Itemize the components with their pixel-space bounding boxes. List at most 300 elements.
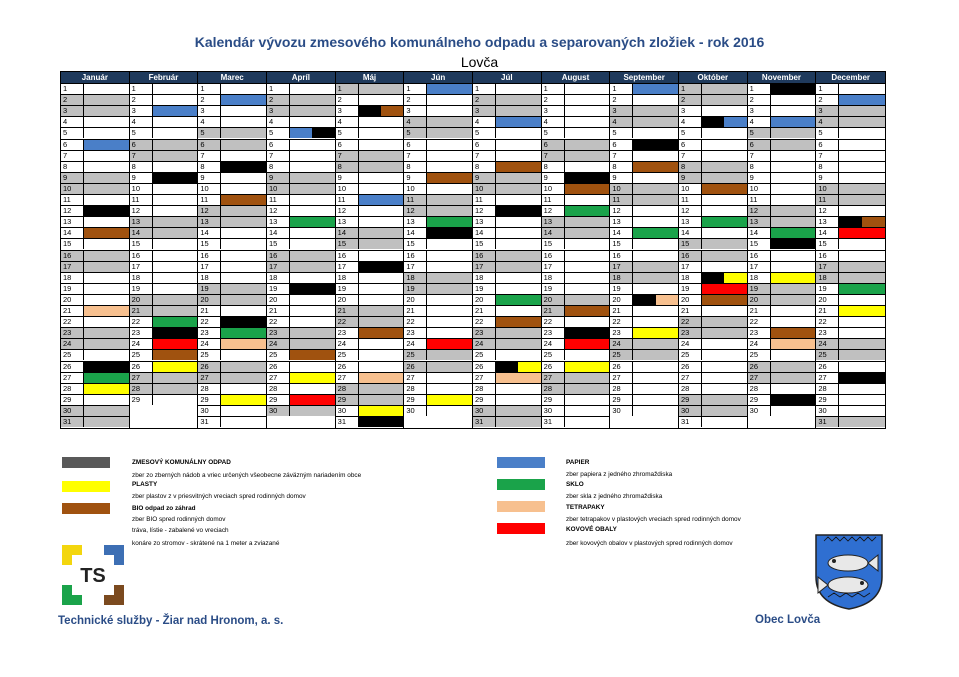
collection-cell <box>290 162 335 172</box>
day-row <box>748 161 816 172</box>
day-number: 24 <box>130 339 153 349</box>
day-row <box>336 327 404 338</box>
day-number: 19 <box>748 284 771 294</box>
day-number: 13 <box>61 217 84 227</box>
collection-cell <box>290 384 335 394</box>
collection-cell <box>771 262 816 272</box>
day-number: 30 <box>404 406 427 416</box>
collection-mark <box>427 228 472 238</box>
day-number: 30 <box>473 406 496 416</box>
collection-cell <box>290 406 335 416</box>
collection-cell <box>427 239 472 249</box>
day-number: 25 <box>198 350 221 360</box>
collection-cell <box>221 95 266 105</box>
collection-cell <box>290 184 335 194</box>
collection-cell <box>702 162 747 172</box>
day-row <box>816 227 885 238</box>
day-row <box>816 139 885 150</box>
collection-cell <box>153 84 198 94</box>
day-number: 15 <box>610 239 633 249</box>
day-number: 24 <box>816 339 839 349</box>
day-row <box>61 205 129 216</box>
month-column <box>610 72 679 428</box>
collection-cell <box>221 273 266 283</box>
month-column <box>473 72 542 428</box>
day-number: 21 <box>267 306 290 316</box>
collection-cell <box>221 128 266 138</box>
day-number: 18 <box>61 273 84 283</box>
day-row <box>61 172 129 183</box>
day-number: 6 <box>816 140 839 150</box>
day-number: 6 <box>473 140 496 150</box>
collection-cell <box>84 173 129 183</box>
day-number: 5 <box>542 128 565 138</box>
collection-cell <box>702 251 747 261</box>
collection-cell <box>290 339 335 349</box>
day-row <box>610 405 678 416</box>
collection-cell <box>221 362 266 372</box>
collection-mark <box>565 362 610 372</box>
day-row <box>679 316 747 327</box>
collection-cell <box>565 184 610 194</box>
day-number: 23 <box>748 328 771 338</box>
day-number: 1 <box>610 84 633 94</box>
day-number: 4 <box>748 117 771 127</box>
day-row <box>198 194 266 205</box>
collection-cell <box>633 339 678 349</box>
day-number: 2 <box>542 95 565 105</box>
day-row <box>198 227 266 238</box>
day-number: 17 <box>130 262 153 272</box>
day-row <box>679 127 747 138</box>
day-row <box>198 150 266 161</box>
collection-cell <box>359 184 404 194</box>
collection-cell <box>771 251 816 261</box>
day-number: 5 <box>130 128 153 138</box>
day-number: 2 <box>610 95 633 105</box>
day-row <box>473 294 541 305</box>
collection-cell <box>565 228 610 238</box>
collection-cell <box>359 228 404 238</box>
day-number: 29 <box>542 395 565 405</box>
day-number: 8 <box>816 162 839 172</box>
day-number: 26 <box>404 362 427 372</box>
collection-cell <box>839 328 885 338</box>
collection-cell <box>839 206 885 216</box>
collection-cell <box>359 106 404 116</box>
month-header: Júl <box>473 72 541 83</box>
collection-cell <box>496 151 541 161</box>
collection-cell <box>153 395 198 405</box>
collection-cell <box>427 251 472 261</box>
collection-cell <box>221 328 266 338</box>
collection-cell <box>839 295 885 305</box>
collection-mark <box>290 128 312 138</box>
day-number: 6 <box>404 140 427 150</box>
collection-cell <box>839 128 885 138</box>
collection-cell <box>771 106 816 116</box>
village-crest-icon <box>814 533 884 611</box>
collection-cell <box>427 84 472 94</box>
day-number: 16 <box>198 251 221 261</box>
day-row <box>816 205 885 216</box>
collection-cell <box>565 384 610 394</box>
day-number: 5 <box>336 128 359 138</box>
day-row <box>473 161 541 172</box>
day-number: 17 <box>816 262 839 272</box>
collection-cell <box>153 151 198 161</box>
collection-cell <box>702 384 747 394</box>
collection-cell <box>153 95 198 105</box>
day-number: 6 <box>748 140 771 150</box>
collection-mark <box>221 339 266 349</box>
collection-cell <box>153 195 198 205</box>
collection-cell <box>496 384 541 394</box>
collection-mark <box>359 417 404 427</box>
collection-cell <box>496 362 541 372</box>
day-row <box>336 205 404 216</box>
day-row <box>748 383 816 394</box>
collection-cell <box>153 117 198 127</box>
collection-cell <box>359 151 404 161</box>
collection-mark <box>496 295 541 305</box>
day-row <box>748 372 816 383</box>
day-row <box>542 183 610 194</box>
day-row <box>816 238 885 249</box>
day-row <box>610 183 678 194</box>
day-number: 10 <box>542 184 565 194</box>
collection-mark <box>839 95 885 105</box>
day-row <box>610 94 678 105</box>
day-row <box>473 327 541 338</box>
day-number: 27 <box>816 373 839 383</box>
day-number: 14 <box>816 228 839 238</box>
day-row <box>61 238 129 249</box>
collection-cell <box>565 128 610 138</box>
day-number: 19 <box>61 284 84 294</box>
day-row <box>816 327 885 338</box>
day-row <box>198 316 266 327</box>
day-row <box>336 349 404 360</box>
collection-cell <box>84 417 129 427</box>
day-number: 18 <box>748 273 771 283</box>
day-number: 15 <box>816 239 839 249</box>
day-row <box>404 161 472 172</box>
day-number: 29 <box>610 395 633 405</box>
collection-cell <box>290 128 335 138</box>
collection-mark <box>565 306 610 316</box>
day-row <box>473 172 541 183</box>
month-header: Február <box>130 72 198 83</box>
collection-mark <box>84 373 129 383</box>
collection-cell <box>565 395 610 405</box>
day-row <box>336 394 404 405</box>
day-number: 25 <box>748 350 771 360</box>
collection-mark <box>221 395 266 405</box>
collection-cell <box>496 173 541 183</box>
day-number: 26 <box>679 362 702 372</box>
day-number: 17 <box>610 262 633 272</box>
day-number: 7 <box>748 151 771 161</box>
day-number: 22 <box>336 317 359 327</box>
collection-cell <box>153 140 198 150</box>
collection-cell <box>84 217 129 227</box>
collection-cell <box>839 173 885 183</box>
collection-cell <box>702 128 747 138</box>
day-row <box>473 361 541 372</box>
page-subtitle: Lovča <box>460 54 499 70</box>
collection-cell <box>153 251 198 261</box>
collection-cell <box>427 395 472 405</box>
day-row <box>473 272 541 283</box>
collection-cell <box>633 128 678 138</box>
collection-cell <box>496 406 541 416</box>
collection-cell <box>221 206 266 216</box>
collection-cell <box>427 217 472 227</box>
day-number: 3 <box>542 106 565 116</box>
collection-mark <box>84 362 129 372</box>
collection-cell <box>221 317 266 327</box>
collection-cell <box>771 373 816 383</box>
collection-mark <box>565 173 610 183</box>
day-row <box>748 183 816 194</box>
collection-cell <box>496 106 541 116</box>
ts-logo <box>62 545 124 605</box>
legend-swatch-sklo <box>497 479 545 490</box>
day-number: 1 <box>130 84 153 94</box>
collection-mark <box>221 162 266 172</box>
day-row <box>61 261 129 272</box>
collection-cell <box>702 273 747 283</box>
day-number: 21 <box>404 306 427 316</box>
collection-cell <box>221 140 266 150</box>
collection-mark <box>290 395 335 405</box>
day-number: 10 <box>816 184 839 194</box>
collection-mark <box>702 295 747 305</box>
day-row <box>336 338 404 349</box>
day-row <box>610 139 678 150</box>
day-number: 18 <box>542 273 565 283</box>
collection-cell <box>771 339 816 349</box>
collection-mark <box>221 95 266 105</box>
collection-cell <box>153 306 198 316</box>
day-number: 9 <box>336 173 359 183</box>
day-row <box>748 194 816 205</box>
day-row <box>679 283 747 294</box>
day-number: 5 <box>816 128 839 138</box>
collection-cell <box>633 328 678 338</box>
collection-cell <box>427 184 472 194</box>
day-number: 15 <box>404 239 427 249</box>
collection-mark <box>565 339 610 349</box>
day-number: 31 <box>198 417 221 427</box>
day-number: 12 <box>130 206 153 216</box>
day-row <box>748 294 816 305</box>
day-number: 27 <box>267 373 290 383</box>
day-number: 10 <box>679 184 702 194</box>
day-number: 15 <box>61 239 84 249</box>
day-row <box>473 316 541 327</box>
day-number: 2 <box>748 95 771 105</box>
day-row <box>198 250 266 261</box>
day-number: 28 <box>198 384 221 394</box>
day-row <box>130 94 198 105</box>
collection-cell <box>427 206 472 216</box>
collection-cell <box>359 262 404 272</box>
day-number: 31 <box>473 417 496 427</box>
collection-cell <box>427 106 472 116</box>
day-row <box>130 316 198 327</box>
day-number: 23 <box>679 328 702 338</box>
collection-cell <box>839 284 885 294</box>
collection-cell <box>839 350 885 360</box>
day-number: 29 <box>679 395 702 405</box>
collection-mark <box>633 84 678 94</box>
day-number: 13 <box>542 217 565 227</box>
collection-cell <box>633 350 678 360</box>
collection-cell <box>565 306 610 316</box>
collection-cell <box>496 373 541 383</box>
day-number: 4 <box>816 117 839 127</box>
day-row <box>542 394 610 405</box>
day-row <box>198 105 266 116</box>
day-row <box>542 361 610 372</box>
day-number: 12 <box>748 206 771 216</box>
day-row <box>816 283 885 294</box>
day-row <box>336 194 404 205</box>
day-row <box>198 83 266 94</box>
day-row <box>816 394 885 405</box>
collection-cell <box>153 206 198 216</box>
collection-cell <box>633 140 678 150</box>
collection-cell <box>84 350 129 360</box>
month-column <box>816 72 885 428</box>
day-row <box>816 83 885 94</box>
day-number: 3 <box>130 106 153 116</box>
day-number: 15 <box>267 239 290 249</box>
day-number: 27 <box>198 373 221 383</box>
day-number: 12 <box>61 206 84 216</box>
day-row <box>61 338 129 349</box>
day-row <box>748 272 816 283</box>
day-row <box>679 194 747 205</box>
day-number: 6 <box>267 140 290 150</box>
collection-cell <box>839 217 885 227</box>
day-row <box>130 261 198 272</box>
day-number: 31 <box>336 417 359 427</box>
collection-cell <box>84 384 129 394</box>
collection-cell <box>290 84 335 94</box>
day-number: 11 <box>679 195 702 205</box>
collection-cell <box>839 239 885 249</box>
collection-cell <box>359 206 404 216</box>
collection-cell <box>702 151 747 161</box>
day-number: 10 <box>610 184 633 194</box>
collection-cell <box>565 262 610 272</box>
collection-cell <box>496 84 541 94</box>
day-number: 31 <box>542 417 565 427</box>
day-row <box>542 283 610 294</box>
day-row <box>610 361 678 372</box>
collection-cell <box>633 239 678 249</box>
day-number: 22 <box>267 317 290 327</box>
collection-cell <box>702 228 747 238</box>
collection-mark <box>427 339 472 349</box>
day-row <box>610 294 678 305</box>
day-row <box>816 105 885 116</box>
day-number: 12 <box>336 206 359 216</box>
collection-cell <box>633 284 678 294</box>
collection-cell <box>359 295 404 305</box>
day-row <box>404 261 472 272</box>
day-number: 20 <box>473 295 496 305</box>
day-number: 10 <box>404 184 427 194</box>
day-number: 20 <box>816 295 839 305</box>
day-number: 6 <box>542 140 565 150</box>
collection-cell <box>427 384 472 394</box>
day-row <box>748 349 816 360</box>
day-row <box>473 105 541 116</box>
collection-cell <box>153 217 198 227</box>
day-row <box>542 383 610 394</box>
day-number: 25 <box>473 350 496 360</box>
collection-cell <box>84 140 129 150</box>
collection-cell <box>702 95 747 105</box>
day-number: 26 <box>748 362 771 372</box>
day-number: 17 <box>679 262 702 272</box>
day-row <box>198 361 266 372</box>
day-row <box>336 294 404 305</box>
collection-cell <box>84 328 129 338</box>
day-row <box>336 383 404 394</box>
day-row <box>404 250 472 261</box>
legend-desc-plasty: zber plastov z v priesvitných vreciach spred rodinných domov <box>132 493 306 500</box>
day-row <box>816 183 885 194</box>
day-row <box>267 338 335 349</box>
collection-mark <box>633 295 655 305</box>
collection-cell <box>84 406 129 416</box>
day-row <box>130 283 198 294</box>
day-row <box>473 250 541 261</box>
day-row <box>816 349 885 360</box>
collection-mark <box>359 262 404 272</box>
day-row <box>336 172 404 183</box>
day-row <box>404 116 472 127</box>
collection-cell <box>84 195 129 205</box>
day-row <box>473 283 541 294</box>
collection-cell <box>771 384 816 394</box>
day-row <box>679 94 747 105</box>
day-row <box>198 327 266 338</box>
day-number: 29 <box>404 395 427 405</box>
day-number: 24 <box>198 339 221 349</box>
day-number: 25 <box>610 350 633 360</box>
day-row <box>336 161 404 172</box>
day-row <box>267 349 335 360</box>
day-row <box>542 127 610 138</box>
collection-cell <box>84 95 129 105</box>
collection-cell <box>359 273 404 283</box>
collection-cell <box>496 395 541 405</box>
day-number: 29 <box>267 395 290 405</box>
day-number: 29 <box>130 395 153 405</box>
collection-cell <box>153 228 198 238</box>
legend-title-kovove: KOVOVÉ OBALY <box>566 526 617 533</box>
day-row <box>404 327 472 338</box>
collection-cell <box>290 228 335 238</box>
day-row <box>130 116 198 127</box>
day-row <box>267 405 335 416</box>
